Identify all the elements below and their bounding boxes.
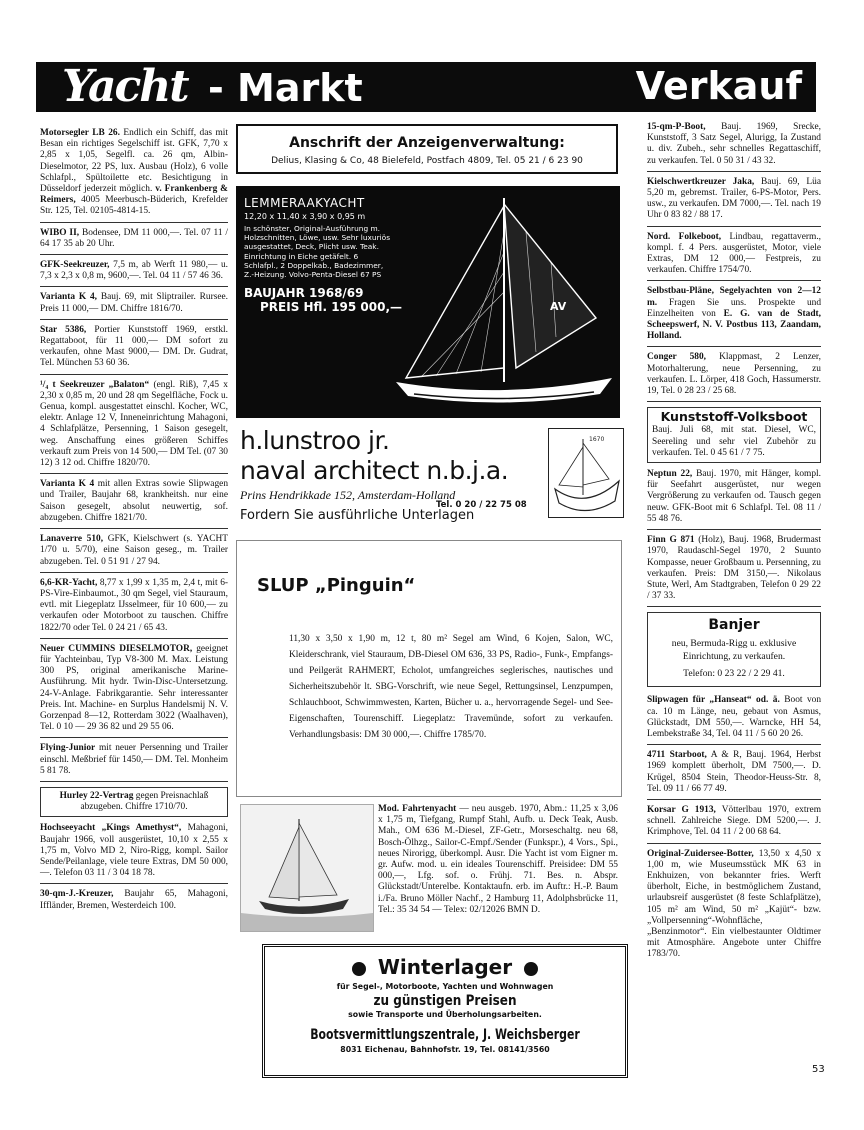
classified-ad: [40, 228, 228, 255]
lunstroo-cta: Fordern Sie ausführliche Unterlagen: [240, 508, 475, 523]
ad-head: Kunststoff-Volksboot: [660, 409, 808, 425]
ad-tail2: 4005 Meerbusch-Büderich, Krefelder Str. 125, Tel. 02105-4814-15.: [40, 195, 228, 217]
ad-head: Slipwagen für „Hanseat“ od. ä.: [647, 695, 780, 706]
ad-head: 4711 Starboot,: [647, 750, 707, 761]
ad-body: Mahagoni, Baujahr 1966, voll ausgerüstet, 10,10 x 2,55 x 1,75 m, Volvo MD 2, Niro-Rigg, kompl. Sailor Sende/Peilanlage, viele teure Extras, DM 50 000,—. Telefon 03 11 / 3 04 18 78.: [40, 823, 228, 879]
ad-head: Nord. Folkeboot,: [647, 231, 722, 242]
ad-body: Bodensee, DM 11 000,—. Tel. 07 11 / 64 17 35 ab 20 Uhr.: [40, 227, 228, 249]
ad-body: 8,77 x 1,99 x 1,35 m, 2,4 t, mit 6-PS-Vire-Einbaumot., 30 qm Segel, viel Stauraum, evtl. mit Liegeplatz IJsselmeer, für 10 600,— zu verkaufen oder Motorboot zu tauschen. Chiffre 1822/70 oder Tel. 0 24 21 / 65 43.: [40, 577, 229, 633]
ad-head: Original-Zuidersee-Botter,: [647, 848, 754, 859]
left-classifieds-column: [40, 128, 228, 921]
ad-head: Conger 580,: [647, 352, 707, 363]
classified-ad: [647, 122, 821, 172]
classified-ad: [647, 695, 821, 745]
sail-mark: AV: [550, 300, 567, 313]
ad-body: Fragen Sie uns. Prospekte und Einzelheiten von: [647, 297, 822, 319]
classified-ad: [40, 889, 228, 915]
winterlager-ad: [262, 944, 628, 1078]
ad-tail: E. G. van de Stadt, Scheepswerf, N. V. Postbus 113, Zaandam, Holland.: [647, 308, 822, 342]
ad-body: Bauj. 69, mit Sliptrailer. Rursee. Preis 11 000,— DM. Chiffre 1816/70.: [40, 292, 229, 314]
ad-head: Varianta K 4: [40, 479, 95, 490]
bullet-icon: [524, 962, 538, 976]
ad-head: Star 5386,: [40, 324, 87, 335]
ad-tail: v. Frankenberg & Reimers,: [40, 184, 228, 206]
slup-body: 11,30 x 3,50 x 1,90 m, 12 t, 80 m² Segel am Wind, 6 Kojen, Salon, WC, Kleiderschrank, viel Stauraum, DB-Diesel OM 636, 33 PS, Radio-, Funk-, Empfangs- und Peilgerät RAHMERT, Echolot, umfangreiches seglerisches, nautisches und Sicherheitszubehör lt. SBG-Vorschrift, wie neue Segel, Rettungsinsel, Lenzpumpen, Schlauchboot, Schwimmwesten, Karten, Bücher u. a., hervorragende Segel- und See-Eigenschaften, Tourenschiff. Liegeplatz: Travemünde, sofort zu verkaufen. Verhandlungsbasis: DM 30 000,—. Chiffre 1785/70.: [289, 634, 613, 740]
ad-body: Vötterlbau 1970, extrem schnell. Zahlreiche Siege. DM 5200,—. J. Krimphove, Tel. 04 11 / 2 00 68 64.: [647, 804, 821, 838]
anschrift-text: Delius, Klasing & Co, 48 Bielefeld, Postfach 4809, Tel. 05 21 / 6 23 90: [271, 156, 583, 166]
winterlager-title-row: [265, 955, 625, 979]
ad-body: Bauj. 69, Lüa 5,20 m, gebremst. Trailer, 6-PS-Motor, Pers. usw., zu verkaufen. DM 7000,—. Tel. nach 19 Uhr 0 83 82 / 88 17.: [647, 176, 822, 221]
ad-body: Endlich ein Schiff, das mit Besan ein richtiges Segelschiff ist. GFK, 7,70 x 2,85 x 1,05, Segelfl. ca. 26 qm, Albin-Dieselmotor, 22 PS, lux. Ausbau (Holz), 6 volle Schlafpl., Spültoilette etc. Besichtigung in Düsseldorf jederzeit möglich.: [40, 128, 229, 195]
ad-body: Lindbau, regattaverm., kompl. f. 4 Pers. ausgerüstet, Motor, viele Extras, DM 12 000,— Festpreis, zu verkaufen. Chiffre 1754/70.: [647, 231, 822, 276]
ad-body: 13,50 x 4,50 x 1,00 m, wie Museumsstück MK 63 in Enkhuizen, von bekannter fries. Werft überholt, Eiche, in bestmöglichem Zustand, urlaubsreif ausgerüstet (8 feste Schlafplätze), 105 m² am Wind, 50 m² „Kajüt“- bzw. „Vollpersenning“-Wohnfläche, „Benzinmotor“. Ein vielbestaunter Oldtimer mit Atmosphäre. Angebote unter Chiffre 1783/70.: [647, 848, 822, 960]
ad-head: Finn G 871: [647, 535, 695, 546]
lemmer-desc: In schönster, Original-Ausführung m. Holzschnitten, Löwe, usw. Sehr luxuriös ausgestattet, Deck, Plicht usw. Teak. Einrichtung in Eiche getäfelt. 6 Schlafpl., 2 Doppelkab., Badezimmer, Z.-Heizung. Volvo-Penta-Diesel 67 PS: [244, 224, 391, 280]
ad-head: Flying-Junior: [40, 743, 96, 754]
ad-body: Bauj. 1970, mit Hänger, kompl. für Seefahrt ausgerüstet, nur wegen Vergrößerung zu verkaufen od. Tausch gegen neuw. GFK-Boot mit 6 Schlafpl. Tel. 08 11 / 55 48 76.: [647, 469, 821, 524]
ad-head: GFK-Seekreuzer,: [40, 260, 110, 271]
lemmer-title: LEMMERAAKYACHT: [244, 196, 365, 210]
slup-title: SLUP „Pinguin“: [257, 575, 416, 596]
classified-ad: [40, 380, 228, 475]
classified-ad: [40, 325, 228, 375]
ad-body: Klappmast, 2 Lenzer, Motorhalterung, neue Persenning, zu verkaufen. L. Lörper, 418 Goch, Hassumerstr. 19, Tel. 0 28 23 / 25 68.: [647, 352, 821, 397]
fahrtenyacht-ad: [236, 800, 620, 936]
ad-body: 7,5 m, ab Werft 11 980,— u. 7,3 x 2,3 x 0,8 m, 9600,—. Tel. 04 11 / 57 46 36.: [40, 260, 229, 282]
classified-ad: [40, 260, 228, 287]
ad-body: GFK, Kielschwert (s. YACHT 1/70 u. 5/70), eine Saison geseg., m. Trailer abzugeben. Tel. 0 51 91 / 27 94.: [40, 534, 228, 567]
ad-head: Korsar G 1913,: [647, 804, 716, 815]
classified-ad: [647, 805, 821, 844]
lemmer-price: PREIS Hfl. 195 000,—: [260, 300, 403, 314]
classified-ad: [647, 286, 821, 347]
section-title: Verkauf: [635, 64, 802, 108]
ad-head: ¹/₄ t Seekreuzer „Balaton“: [40, 379, 150, 390]
classified-ad: [40, 292, 228, 319]
lunstroo-address: Prins Hendrikkade 152, Amsterdam-Holland: [240, 488, 456, 502]
ad-head: Kielschwertkreuzer Jaka,: [647, 176, 755, 187]
ad-head: 15-qm-P-Boot,: [647, 122, 706, 132]
classified-ad: [647, 469, 821, 530]
bullet-icon: [352, 962, 366, 976]
winterlager-sub1: für Segel-, Motorboote, Yachten und Wohnwagen: [336, 982, 554, 991]
ad-body: A & R, Bauj. 1964, Herbst 1969 komplett überholt, DM 7500,—. D. Krügel, 8504 Stein, Theodor-Heuss-Str. 8, Tel. 09 11 / 66 77 49.: [647, 750, 821, 794]
anschrift-title: Anschrift der Anzeigenverwaltung:: [289, 135, 565, 151]
ad-head: Neptun 22,: [647, 469, 693, 480]
classified-ad: [40, 787, 228, 817]
anschrift-box: [236, 124, 618, 174]
classified-ad: [40, 823, 228, 884]
sailboat-illustration: [386, 192, 618, 414]
ad-head: WIBO II,: [40, 227, 80, 238]
classified-ad: [40, 644, 228, 739]
ad-body: (Holz), Bauj. 1968, Brudermast 1970, Raudaschl-Segel 1970, 2 Suunto Kompasse, neuer Großbaum u. Persenning, zu verkaufen. Preis: DM 3150,—. Nikolaus Stute, Werl, Am Stadtgraben, Telefon 0 29 22 / 37 33.: [647, 535, 821, 602]
lunstroo-title: naval architect n.b.j.a.: [240, 456, 509, 485]
ad-head: Selbstbau-Pläne, Segelyachten von 2—12 m.: [647, 286, 821, 308]
fahrtenyacht-body: — neu ausgeb. 1970, Abm.: 11,25 x 3,06 x 1,75 m, Tiefgang, Rumpf Stahl, Aufb. u. Deck Teak, Ausb. Mah., OM 636 M.-Diesel, ZF-Getr., Morseschaltg. neu 68, Bosch-Ölhzg., Sailor-C-Empf./Sender (Funkspr.), 4 Vors., Spi., neues Nirorigg, überkompl. Ausr. Die Yacht ist vom Eigner m. gr. Aufw. mod. u. ein ideales Tourenschiff. Preisidee: DM 55 000,—, Lfg. sof. o. Frühj. 71. Bes. n. Abspr. Glückstadt/Unterelbe. Kontaktaufn. erb. im Auftr.: H.-P. Baum i./Fa. Bruno Möller Nachf., 2 Hamburg 11, Adolphsbrücke 11, Tel.: 35 34 54 — Telex: 02/12026 BMN D.: [378, 804, 618, 915]
classified-ad: [647, 407, 821, 463]
ad-body: mit neuer Persenning und Trailer einschl. Meßbrief für 1450,— DM. Tel. Monheim 5 81 78.: [40, 743, 229, 776]
winterlager-sub2: zu günstigen Preisen: [373, 993, 517, 1009]
ad-head: Banjer: [708, 617, 760, 634]
header-banner: [36, 62, 816, 112]
slup-pinguin-ad: [236, 540, 622, 797]
classified-ad: [647, 750, 821, 800]
fahrtenyacht-head: Mod. Fahrtenyacht: [378, 804, 457, 814]
classified-ad: [40, 479, 228, 529]
lemmer-year: BAUJAHR 1968/69: [244, 286, 364, 300]
yacht-photo: [240, 804, 374, 932]
ad-body: (engl. Riß), 7,45 x 2,30 x 0,85 m, 20 und 28 qm Segelfläche, Fock u. Genua, kompl. ausgestattet einschl. Kocher, WC, elektr. Anlage 12 V, Inneneinrichtung Mahagoni, 4 Schlafplätze, Persenning, 1 Saison gesegelt, weg. Anschaffung eines größeren Schiffes verkauft zum Preis von 14 500,— DM Tel. (07 30 12) 3 12 od. Chiffre 1820/70.: [40, 379, 228, 469]
ad-head: Hochseeyacht „Kings Amethyst“,: [40, 823, 182, 834]
classified-ad: [40, 578, 228, 639]
classified-ad: [647, 352, 821, 402]
ad-body: Bauj. Juli 68, mit stat. Diesel, WC, Seereling und sehr viel Zubehör zu verkaufen. Tel. 0 45 61 / 7 75.: [652, 425, 816, 458]
ad-body: Boot von ca. 10 m Länge, neu, gebaut von Asmus, Glückstadt, DM 550,—. Warncke, HH 54, Lembekstraße 34, Tel. 04 11 / 5 60 20 26.: [647, 695, 822, 739]
ship-label: 1670: [589, 436, 605, 443]
classified-ad: [647, 849, 821, 965]
lunstroo-ad: [236, 424, 622, 524]
winterlager-company: Bootsvermittlungszentrale, J. Weichsberger: [310, 1027, 580, 1043]
ad-head: Hurley 22-Vertrag: [59, 790, 134, 801]
ad-body: Bauj. 1969, Srecke, Kunststoff, 3 Satz Segel, Alurigg, Ia Zustand u. div. Zubeh., sehr schnelles Regattaschiff, zu verkaufen. Tel. 0 50 31 / 43 32.: [647, 122, 821, 166]
ad-head: Lanaverre 510,: [40, 534, 104, 545]
ad-head: 6,6-KR-Yacht,: [40, 577, 98, 588]
lemmer-dims: 12,20 x 11,40 x 3,90 x 0,95 m: [244, 212, 366, 221]
lemmeraak-ad: [236, 186, 620, 418]
ad-head: Varianta K 4,: [40, 292, 98, 303]
page-number: 53: [812, 1064, 825, 1075]
right-classifieds-column: [647, 122, 821, 970]
ad-body: Baujahr 65, Mahagoni, Iffländer, Bremen, Westerdeich 100.: [40, 889, 228, 911]
ad-body: geeignet für Yachteinbau, Typ V8-300 M. Max. Leistung 300 PS, original amerikanische Marine-Ausführung. Mit hydr. Twin-Disc-Untersetzung. 24-V-Anlage. Fabrikgarantie. Sehr interessanter Preis. Int. Machine- en Surplus Handelsmij N. V. Gorzenpad 8—12, Rotterdam 3022 (Waalhaven), Tel. 0 10 — 29 36 82 und 29 55 06.: [40, 643, 228, 733]
lunstroo-name: h.lunstroo jr.: [240, 426, 390, 455]
ad-head: Neuer CUMMINS DIESELMOTOR,: [40, 643, 193, 654]
winterlager-sub3: sowie Transporte und Überholungsarbeiten.: [348, 1010, 542, 1019]
ad-head: 30-qm-J.-Kreuzer,: [40, 889, 114, 900]
ad-body: mit allen Extras sowie Slipwagen und Trailer, Baujahr 68, krankheitsh. nur eine Saison gesegelt, absolut neuwertig, sof. abzugeben. Chiffre 1821/70.: [40, 479, 229, 523]
classified-ad: [40, 534, 228, 573]
classified-ad: [40, 743, 228, 782]
ad-head: Motorsegler LB 26.: [40, 128, 120, 138]
markt-title: - Markt: [208, 66, 363, 110]
classified-ad: [647, 612, 821, 687]
winterlager-title: Winterlager: [377, 955, 513, 979]
classified-ad: [40, 128, 228, 223]
fahrtenyacht-text: [378, 804, 618, 916]
ad-body: neu, Bermuda-Rigg u. exklusive Einrichtung, zu verkaufen.: [671, 638, 797, 663]
ad-body: gegen Preisnachlaß abzugeben. Chiffre 1710/70.: [80, 790, 209, 813]
classified-ad: [647, 535, 821, 607]
ad-tel: Telefon: 0 23 22 / 2 29 41.: [683, 668, 785, 680]
lunstroo-tel: Tel. 0 20 / 22 75 08: [436, 500, 527, 510]
classified-ad: [647, 232, 821, 282]
classified-ad: [647, 177, 821, 227]
yacht-logo: Yacht: [62, 61, 188, 112]
ad-body: Portier Kunststoff 1969, erstkl. Regattaboot, für 11 000,— DM sofort zu verkaufen, ohne Mast 9000,— DM. Dr. Gudrat, Tel. München 53 60 36.: [40, 324, 228, 369]
ship-drawing-icon: [548, 428, 624, 518]
winterlager-address: 8031 Eichenau, Bahnhofstr. 19, Tel. 08141/3560: [340, 1045, 550, 1054]
